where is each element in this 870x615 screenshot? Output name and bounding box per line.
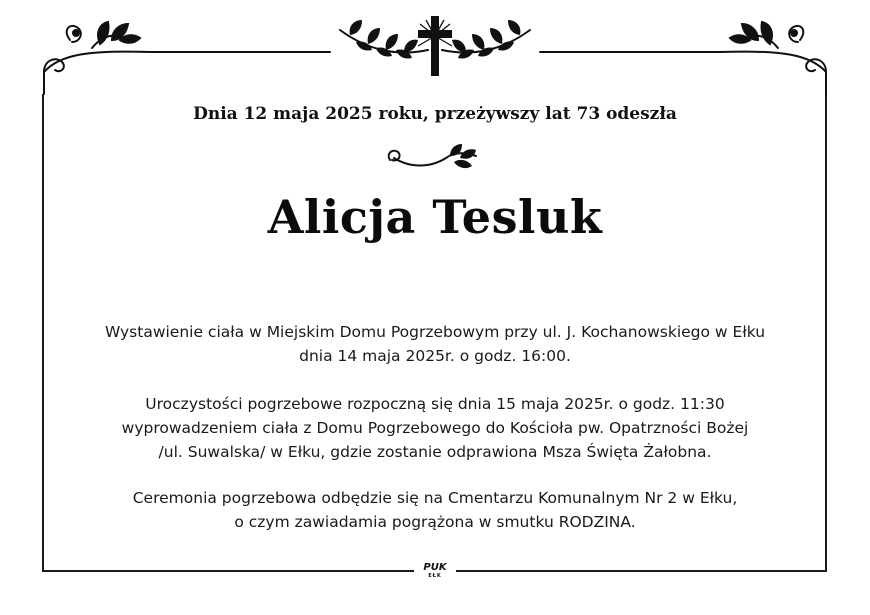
floral-corner-right-icon [720, 22, 826, 94]
paragraph-line: dnia 14 maja 2025r. o godz. 16:00. [299, 347, 571, 365]
paragraph-line: o czym zawiadamia pogrążona w smutku RODZINA. [234, 513, 636, 531]
paragraph-line: /ul. Suwalska/ w Ełku, gdzie zostanie odprawiona Msza Święta Żałobna. [158, 443, 712, 461]
frame-bottom-border-left [42, 570, 414, 572]
paragraph-line: Uroczystości pogrzebowe rozpoczną się dnia 15 maja 2025r. o godz. 11:30 [145, 395, 725, 413]
paragraph-ceremony [52, 392, 818, 464]
paragraph-line: wyprowadzeniem ciała z Domu Pogrzebowego do Kościoła pw. Opatrzności Bożej [121, 419, 749, 437]
floral-corner-left-icon [44, 22, 150, 94]
top-ornament [0, 0, 870, 100]
paragraph-viewing [52, 320, 818, 368]
logo-main-text: PUK [423, 562, 447, 573]
frame-right-border [825, 94, 827, 572]
deceased-name: Alicja Tesluk [267, 190, 603, 244]
paragraph-burial [52, 486, 818, 534]
frame-left-border [42, 94, 44, 572]
logo-sub-text: EŁK [428, 573, 442, 579]
cross-with-laurel-icon [340, 16, 530, 76]
paragraph-line: Wystawienie ciała w Miejskim Domu Pogrzebowym przy ul. J. Kochanowskiego w Ełku [104, 323, 766, 341]
company-logo [414, 563, 456, 583]
intro-line: Dnia 12 maja 2025 roku, przeżywszy lat 73 odeszła [193, 104, 677, 124]
frame-bottom-border-right [456, 570, 827, 572]
leaf-flourish-icon [380, 140, 490, 176]
paragraph-line: Ceremonia pogrzebowa odbędzie się na Cmentarzu Komunalnym Nr 2 w Ełku, [132, 489, 738, 507]
